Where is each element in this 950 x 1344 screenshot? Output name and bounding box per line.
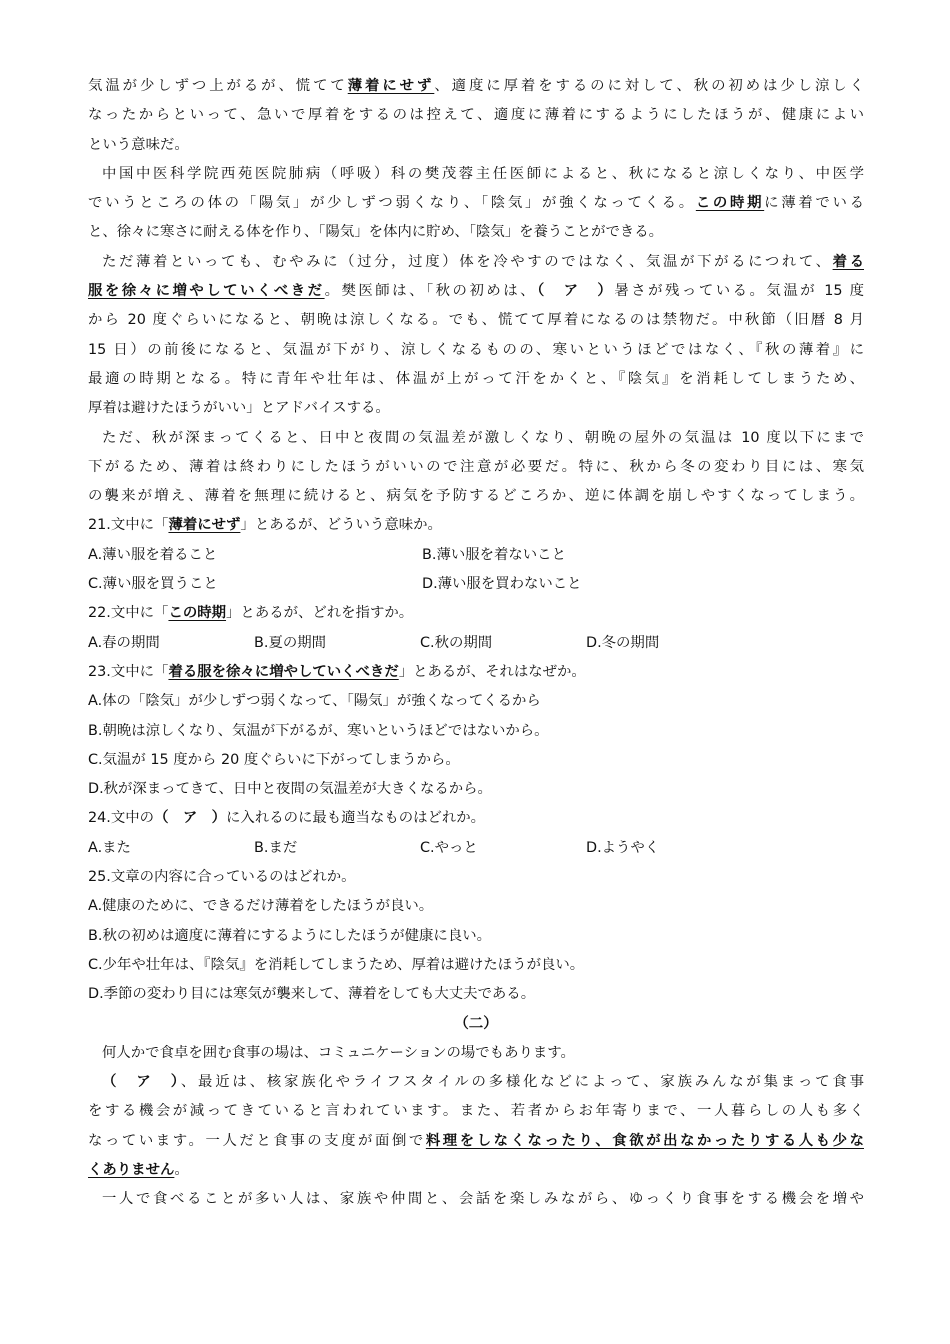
options-row	[88, 834, 864, 863]
option-d[interactable]: D.薄い服を買わないこと	[422, 576, 582, 593]
question-25: 25.文章の内容に合っているのはどれか。	[88, 869, 356, 886]
option-a[interactable]: A.薄い服を着ること	[88, 546, 218, 563]
options-row	[88, 629, 864, 658]
passage-line: から 20 度ぐらいになると、朝晩は涼しくなる。でも、慌てて厚着になるのは禁物だ。中秋節（旧暦 8 月	[88, 312, 864, 329]
option-a[interactable]: A.また	[88, 839, 131, 856]
passage-line: くありません。	[88, 1161, 189, 1178]
option-d[interactable]: D.冬の期間	[586, 634, 660, 651]
passage-line: 下がるため、薄着は終わりにしたほうがいいので注意が必要だ。特に、秋から冬の変わり目には、寒気	[88, 458, 864, 475]
passage-line: ただ薄着といっても、むやみに（过分，过度）体を冷やすのではなく、気温が下がるにつれて、着る	[102, 253, 864, 270]
options-row	[88, 541, 864, 570]
option-b[interactable]: B.薄い服を着ないこと	[422, 546, 566, 563]
underlined-phrase: 服を徐々に増やしていくべきだ	[88, 283, 325, 300]
question-21: 21.文中に「薄着にせず」とあるが、どういう意味か。	[88, 517, 442, 534]
option-a[interactable]: A.健康のために、できるだけ薄着をしたほうが良い。	[88, 898, 434, 915]
option-c[interactable]: C.薄い服を買うこと	[88, 576, 218, 593]
underlined-phrase: 薄着にせず	[347, 78, 435, 94]
option-b[interactable]: B.まだ	[254, 839, 298, 856]
underlined-phrase: この時期	[695, 195, 765, 212]
passage-line: 15 日）の前後になると、気温が下がり、涼しくなるものの、寒いというほどではなく、『秋の薄着』に	[88, 341, 864, 358]
passage-line: 一人で食べることが多い人は、家族や仲間と、会話を楽しみながら、ゆっくり食事をする機会を増や	[102, 1191, 865, 1208]
passage-line: なっています。一人だと食事の支度が面倒で料理をしなくなったり、食欲が出なかったりする人も少な	[88, 1132, 864, 1149]
option-a[interactable]: A.春の期間	[88, 634, 160, 651]
question-23: 23.文中に「着る服を徐々に増やしていくべきだ」とあるが、それはなぜか。	[88, 663, 586, 680]
passage-line: という意味だ。	[88, 136, 189, 153]
option-a[interactable]: A.体の「陰気」が少しずつ弱くなって、「陽気」が強くなってくるから	[88, 693, 541, 710]
option-b[interactable]: B.秋の初めは適度に薄着にするようにしたほうが健康に良い。	[88, 927, 491, 944]
passage-line: 服を徐々に増やしていくべきだ。樊医師は、「秋の初めは、（ ア ）暑さが残っている。気温が 15 度	[88, 283, 864, 300]
option-b[interactable]: B.夏の期間	[254, 634, 327, 651]
passage-line: （ ア ）、最近は、核家族化やライフスタイルの多様化などによって、家族みんなが集まって食事	[88, 1068, 864, 1097]
underlined-phrase: くありません	[88, 1161, 175, 1178]
passage-line: ただ、秋が深まってくると、日中と夜間の気温差が激しくなり、朝晩の屋外の気温は 10 度以下にまで	[102, 429, 864, 446]
passage-line: 厚着は避けたほうがいい」とアドバイスする。	[88, 400, 390, 417]
option-c[interactable]: C.気温が 15 度から 20 度ぐらいに下がってしまうから。	[88, 751, 460, 768]
option-d[interactable]: D.季節の変わり目には寒気が襲来して、薄着をしても大丈夫である。	[88, 986, 536, 1003]
passage-line: の襲来が増え、薄着を無理に続けると、病気を予防するどころか、逆に体調を崩しやすくなってしまう。	[88, 488, 864, 505]
option-d[interactable]: D.ようやく	[586, 839, 660, 856]
passage-line: 何人かで食卓を囲む食事の場は、コミュニケーションの場でもあります。	[102, 1044, 575, 1061]
passage-line: 気温が少しずつ上がるが、慌てて薄着にせず、適度に厚着をするのに対して、秋の初めは少し涼しく	[88, 78, 864, 94]
blank-a: （ ア ）	[102, 1074, 181, 1091]
passage-line: でいうところの体の「陽気」が少しずつ弱くなり、「陰気」が強くなってくる。この時期に薄着でいる	[88, 195, 864, 212]
passage-line: 最適の時期となる。特に青年や壮年は、体温が上がって汗をかくと、『陰気』を消耗してしまうため、	[88, 370, 864, 387]
exam-page	[88, 72, 864, 1215]
passage-line: 中国中医科学院西苑医院肺病（呼吸）科の樊茂蓉主任医師によると、秋になると涼しくなり、中医学	[102, 165, 864, 182]
option-c[interactable]: C.少年や壮年は、『陰気』を消耗してしまうため、厚着は避けたほうが良い。	[88, 956, 585, 973]
passage-line: なったからといって、急いで厚着をするのは控えて、適度に薄着にするようにしたほうが、健康によい	[88, 107, 864, 124]
option-b[interactable]: B.朝晩は涼しくなり、気温が下がるが、寒いというほどではないから。	[88, 722, 549, 739]
question-24: 24.文中の（ ア ）に入れるのに最も適当なものはどれか。	[88, 810, 486, 827]
section-heading: （二）	[454, 1015, 498, 1032]
passage-line: と、徐々に寒さに耐える体を作り、「陽気」を体内に貯め、「陰気」を養うことができる。	[88, 224, 664, 241]
option-d[interactable]: D.秋が深まってきて、日中と夜間の気温差が大きくなるから。	[88, 781, 492, 798]
option-c[interactable]: C.秋の期間	[420, 634, 493, 651]
underlined-phrase: 着る	[832, 253, 864, 270]
blank-a: （ ア ）	[537, 283, 615, 300]
passage-line: をする機会が減ってきていると言われています。また、若者からお年寄りまで、一人暮らしの人も多く	[88, 1103, 864, 1120]
question-22: 22.文中に「この時期」とあるが、どれを指すか。	[88, 605, 414, 622]
option-c[interactable]: C.やっと	[420, 839, 478, 856]
underlined-phrase: 料理をしなくなったり、食欲が出なかったりする人も少な	[425, 1132, 864, 1149]
options-row	[88, 570, 864, 599]
